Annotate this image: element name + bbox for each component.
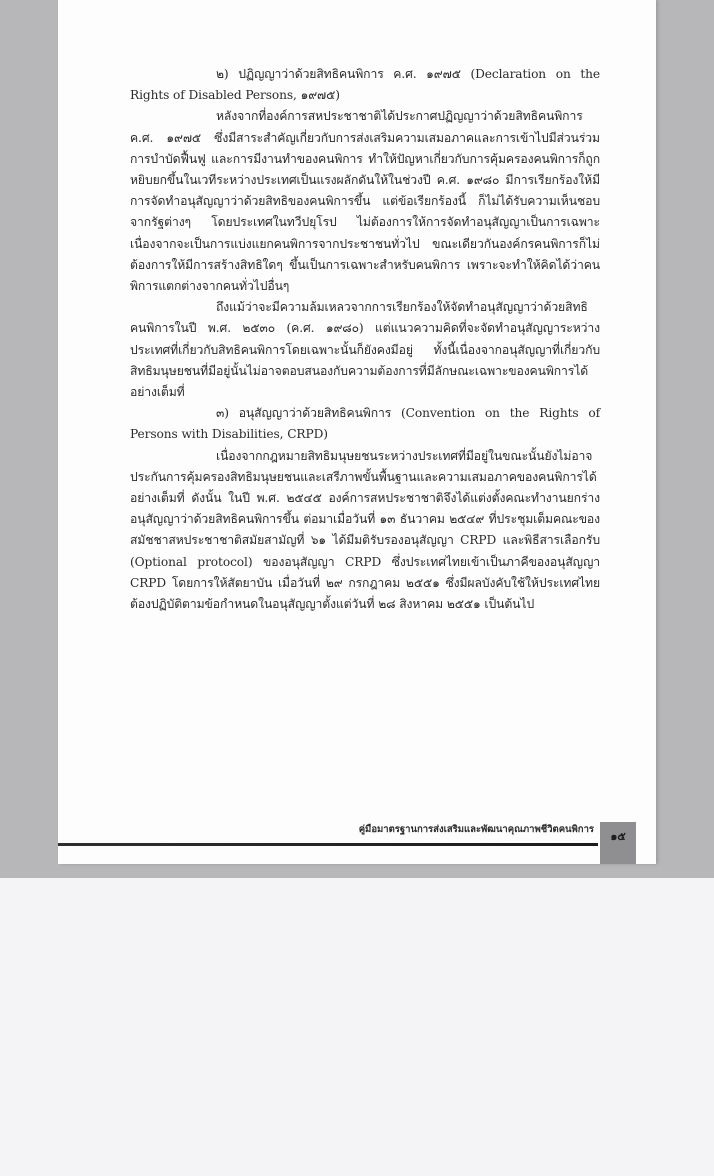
section-heading-3: ๓) อนุสัญญาว่าด้วยสิทธิคนพิการ (Convention on the Rights of Persons with Disabilities, CRPD) — [130, 406, 600, 442]
paragraph: เนื่องจากกฎหมายสิทธิมนุษยชนระหว่างประเทศที่มีอยู่ในขณะนั้นยังไม่อาจประกันการคุ้มครองสิทธิมนุษยชนและเสรีภาพขั้นพื้นฐานและความเสมอภาคของคนพิการได้อย่างเต็มที่ ดังนั้น ในปี พ.ศ. ๒๕๔๕ องค์การสหประชาชาติจึงได้แต่งตั้งคณะทำงานยกร่างอนุสัญญาว่าด้วยสิทธิคนพิการขึ้น ต่อมาเมื่อวันที่ ๑๓ ธันวาคม ๒๕๔๙ ที่ประชุมเต็มคณะของสมัชชาสหประชาชาติสมัยสามัญที่ ๖๑ ได้มีมติรับรองอนุสัญญา CRPD และพิธีสารเลือกรับ (Optional protocol) ของอนุสัญญา CRPD ซึ่งประเทศไทยเข้าเป็นภาคีของอนุสัญญา CRPD โดยการให้สัตยาบัน เมื่อวันที่ ๒๙ กรกฎาคม ๒๕๕๑ ซึ่งมีผลบังคับใช้ให้ประเทศไทยต้องปฏิบัติตามข้อกำหนดในอนุสัญญาตั้งแต่วันที่ ๒๘ สิงหาคม ๒๕๕๑ เป็นต้นไป — [130, 448, 600, 612]
section-heading-2: ๒) ปฏิญญาว่าด้วยสิทธิคนพิการ ค.ศ. ๑๙๗๕ (Declaration on the Rights of Disabled Persons, ๑๙๗๕) — [130, 67, 600, 103]
paragraph: ถึงแม้ว่าจะมีความล้มเหลวจากการเรียกร้องให้จัดทำอนุสัญญาว่าด้วยสิทธิคนพิการในปี พ.ศ. ๒๕๓๐ (ค.ศ. ๑๙๘๐) แต่แนวความคิดที่จะจัดทำอนุสัญญาระหว่างประเทศที่เกี่ยวกับสิทธิคนพิการโดยเฉพาะนั้นก็ยังคงมีอยู่ ทั้งนี้เนื่องจากอนุสัญญาที่เกี่ยวกับสิทธิมนุษยชนที่มีอยู่นั้นไม่อาจตอบสนองกับความต้องการที่มีลักษณะเฉพาะของคนพิการได้อย่างเต็มที่ — [130, 300, 600, 400]
footer-rule — [58, 843, 598, 846]
document-page — [58, 0, 656, 864]
body-text — [130, 64, 600, 615]
empty-area — [0, 878, 714, 1176]
page-number: ๑๕ — [610, 830, 626, 843]
page-number-tab — [600, 822, 636, 864]
footer-book-title: คู่มือมาตรฐานการส่งเสริมและพัฒนาคุณภาพชีวิตคนพิการ — [358, 824, 594, 835]
paragraph: หลังจากที่องค์การสหประชาชาติได้ประกาศปฏิญญาว่าด้วยสิทธิคนพิการ ค.ศ. ๑๙๗๕ ซึ่งมีสาระสำคัญเกี่ยวกับการส่งเสริมความเสมอภาคและการเข้าไปมีส่วนร่วม การบำบัดฟื้นฟู และการมีงานทำของคนพิการ ทำให้ปัญหาเกี่ยวกับการคุ้มครองคนพิการก็ถูกหยิบยกขึ้นในเวทีระหว่างประเทศเป็นแรงผลักดันให้ในช่วงปี ค.ศ. ๑๙๘๐ มีการเรียกร้องให้มีการจัดทำอนุสัญญาว่าด้วยสิทธิของคนพิการขึ้น แต่ข้อเรียกร้องนี้ ก็ไม่ได้รับความเห็นชอบจากรัฐต่างๆ โดยประเทศในทวีปยุโรป ไม่ต้องการให้การจัดทำอนุสัญญาเป็นการเฉพาะ เนื่องจากจะเป็นการแบ่งแยกคนพิการจากประชาชนทั่วไป ขณะเดียวกันองค์กรคนพิการก็ไม่ต้องการให้มีการสร้างสิทธิใดๆ ขึ้นเป็นการเฉพาะสำหรับคนพิการ เพราะจะทำให้คิดได้ว่าคนพิการแตกต่างจากคนทั่วไปอื่นๆ — [130, 109, 600, 294]
